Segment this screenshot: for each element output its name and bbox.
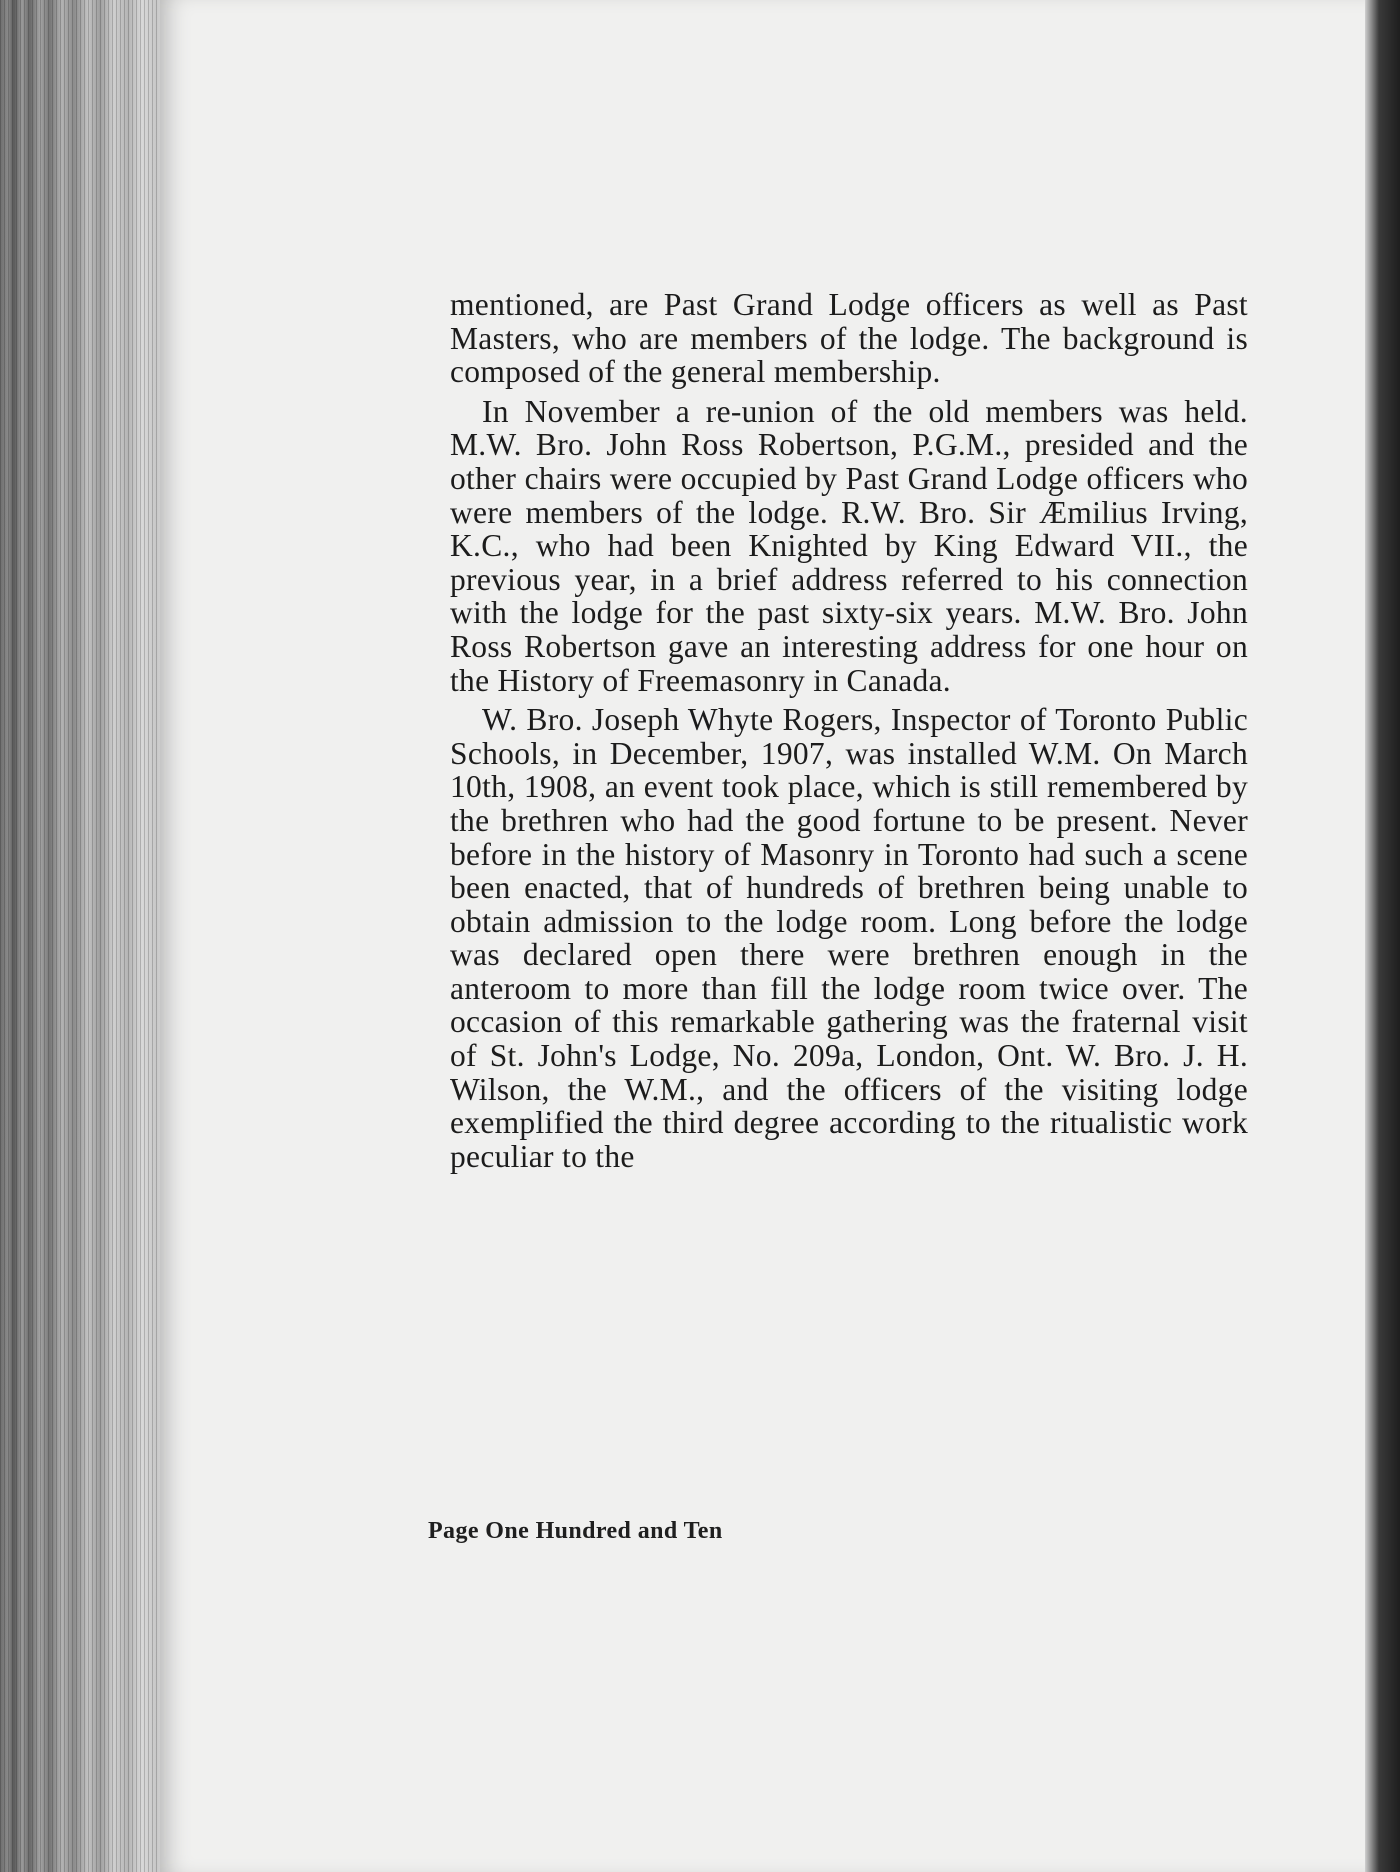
paragraph-continued: mentioned, are Past Grand Lodge officers as well as Past Masters, who are members of the lodge. The background is composed of the general membership. xyxy=(450,287,1248,390)
paragraph-reunion: In November a re-union of the old members was held. M.W. Bro. John Ross Robertson, P.G.M., presided and the other chairs were occupied by Past Grand Lodge officers who were members of the lodge. R.W. Bro. Sir Æmilius Irving, K.C., who had been Knighted by King Edward VII., the previous year, in a brief address referred to his connection with the lodge for the past sixty-six years. M.W. Bro. John Ross Robertson gave an interesting address for one hour on the History of Freemasonry in Canada. xyxy=(450,393,1248,698)
body-text xyxy=(450,288,1248,1179)
book-page-edges xyxy=(0,0,175,1872)
paragraph-rogers: W. Bro. Joseph Whyte Rogers, Inspector of Toronto Public Schools, in December, 1907, was installed W.M. On March 10th, 1908, an event took place, which is still remembered by the brethren who had the good fortune to be present. Never before in the history of Masonry in Toronto had such a scene been enacted, that of hundreds of brethren being unable to obtain admission to the lodge room. Long before the lodge was declared open there were brethren enough in the anteroom to more than fill the lodge room twice over. The occasion of this remarkable gathering was the fraternal visit of St. John's Lodge, No. 209a, London, Ont. W. Bro. J. H. Wilson, the W.M., and the officers of the visiting lodge exemplified the third degree according to the ritualistic work peculiar to the xyxy=(450,702,1248,1174)
book-right-edge xyxy=(1365,0,1400,1872)
page-number: Page One Hundred and Ten xyxy=(428,1518,723,1544)
